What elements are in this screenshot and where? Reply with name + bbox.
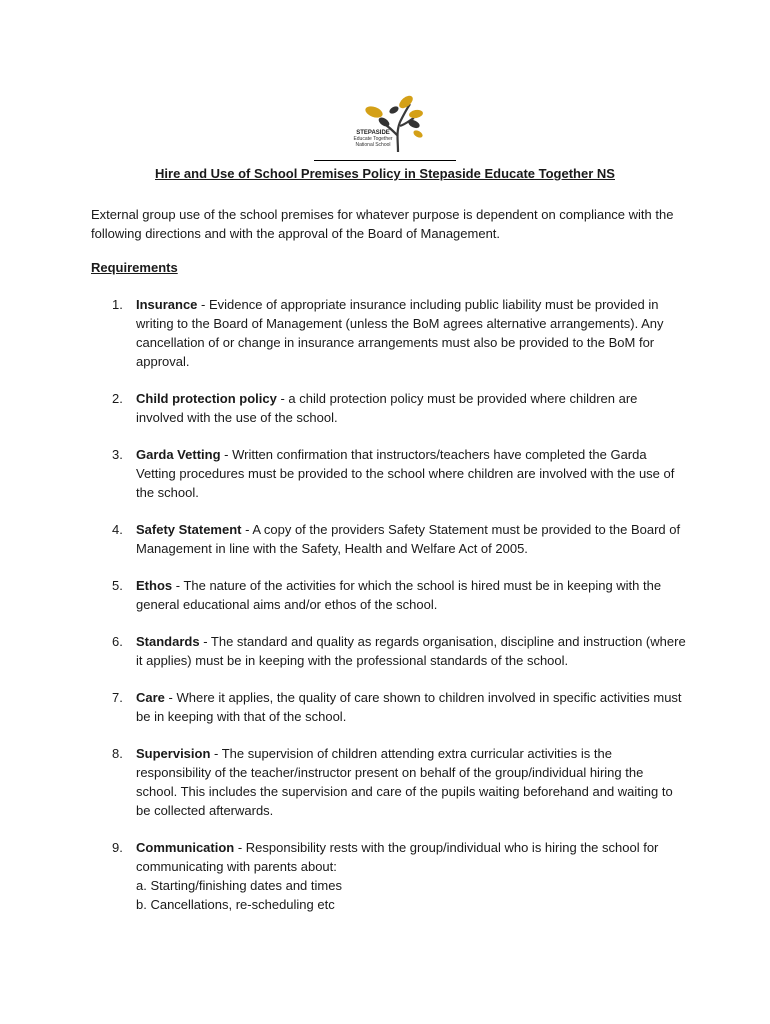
item-term: Communication (136, 840, 235, 855)
item-number: 9. (112, 840, 123, 855)
leaf-icon (397, 93, 415, 110)
leaf-icon (412, 129, 424, 139)
leaf-icon (408, 109, 423, 119)
sub-item: a. Starting/finishing dates and times (136, 878, 342, 893)
sub-item: b. Cancellations, re-scheduling etc (136, 897, 335, 912)
item-text: - Written confirmation that instructors/teachers have completed the Garda Vetting procedures must be provided to the school where children are involved with the use of the school. (136, 447, 675, 500)
item-text: - a child protection policy must be provided where children are involved with the use of the school. (136, 391, 638, 425)
item-term: Safety Statement (136, 522, 242, 537)
item-text: - Responsibility rests with the group/individual who is hiring the school for communicating with parents about: (136, 840, 659, 874)
logo-tagline: Educate Together (353, 136, 393, 142)
list-item (0, 389, 770, 427)
leaf-icon (388, 105, 400, 115)
item-number: 6. (112, 634, 123, 649)
list-item (0, 838, 770, 914)
item-term: Garda Vetting (136, 447, 221, 462)
logo-text (348, 130, 398, 148)
item-text: - The nature of the activities for which the school is hired must be in keeping with the general educational aims and/or ethos of the school. (136, 578, 662, 612)
page-title: Hire and Use of School Premises Policy in Stepaside Educate Together NS (155, 166, 615, 181)
item-number: 2. (112, 391, 123, 406)
leaf-icon (364, 104, 384, 120)
item-number: 7. (112, 690, 123, 705)
intro-paragraph: External group use of the school premises for whatever purpose is dependent on compliance with the following directions and with the approval of the Board of Management. (91, 207, 674, 241)
item-text: - The supervision of children attending extra curricular activities is the responsibility of the teacher/instructor present on behalf of the group/individual hiring the school. This includes the supervision and care of the pupils waiting beforehand and waiting to be collected afterwards. (136, 746, 673, 818)
item-term: Insurance (136, 297, 198, 312)
item-number: 5. (112, 578, 123, 593)
item-term: Ethos (136, 578, 173, 593)
item-term: Standards (136, 634, 200, 649)
requirements-list (0, 295, 770, 932)
list-item (0, 576, 770, 614)
list-item (0, 520, 770, 558)
logo-subtitle: National School (355, 142, 391, 148)
item-text: - Where it applies, the quality of care shown to children involved in specific activities must be in keeping with that of the school. (136, 690, 682, 724)
list-item (0, 688, 770, 726)
item-term: Child protection policy (136, 391, 277, 406)
title-divider (314, 160, 456, 161)
item-number: 8. (112, 746, 123, 761)
requirements-heading: Requirements (91, 260, 178, 275)
list-item (0, 445, 770, 502)
list-item (0, 632, 770, 670)
item-term: Care (136, 690, 165, 705)
logo-school-name: STEPASIDE (356, 130, 390, 136)
item-text: - The standard and quality as regards organisation, discipline and instruction (where it applies) must be in keeping with the professional standards of the school. (136, 634, 686, 668)
item-number: 3. (112, 447, 123, 462)
list-item (0, 744, 770, 820)
list-item (0, 295, 770, 371)
item-text: - Evidence of appropriate insurance including public liability must be provided in writing to the Board of Management (unless the BoM agrees alternative arrangements). Any cancellation of or change in insurance arrangements must also be provided to the BoM for approval. (136, 297, 664, 369)
item-term: Supervision (136, 746, 211, 761)
item-text: - A copy of the providers Safety Statement must be provided to the Board of Management in line with the Safety, Health and Welfare Act of 2005. (136, 522, 681, 556)
item-number: 1. (112, 297, 123, 312)
item-number: 4. (112, 522, 123, 537)
